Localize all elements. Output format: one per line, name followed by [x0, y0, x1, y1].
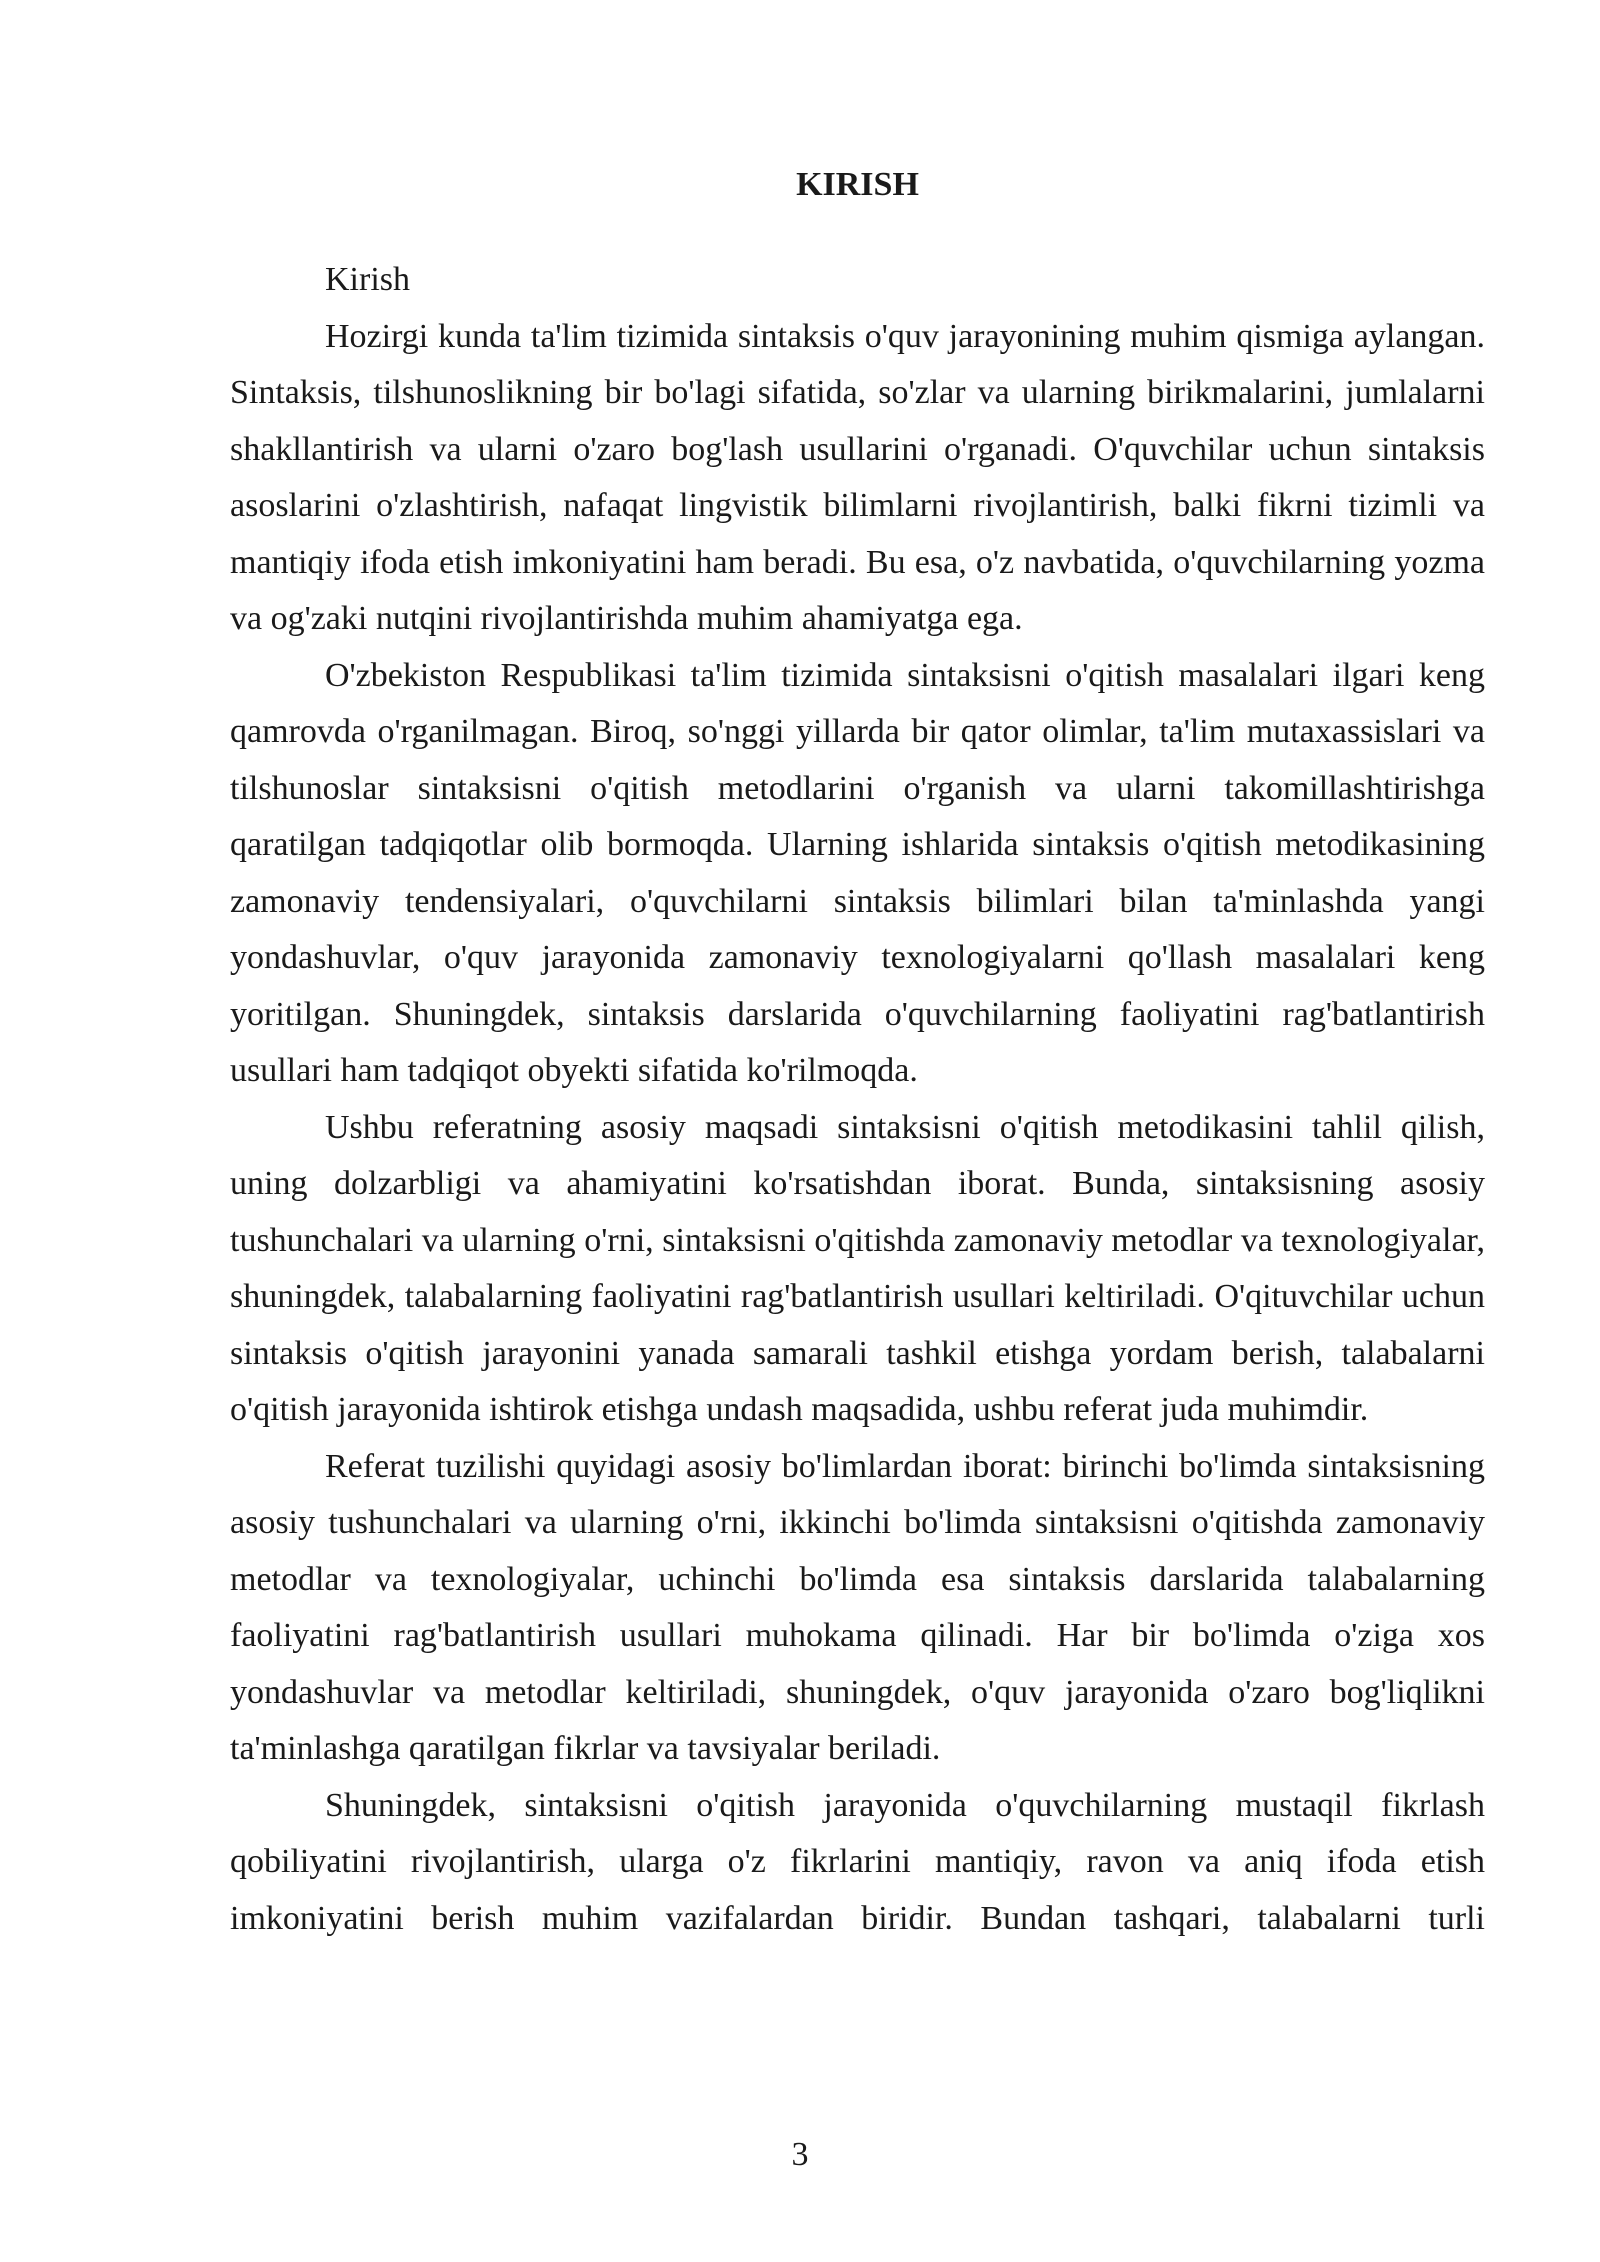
paragraph-4: Referat tuzilishi quyidagi asosiy bo'limlardan iborat: birinchi bo'limda sintaksisning asosiy tushunchalari va ularning o'rni, ikkinchi bo'limda sintaksisni o'qitishda zamonaviy metodlar va texnologiyalar, uchinchi bo'limda esa sintaksis darslarida talabalarning faoliyatini rag'batlantirish usullari muhokama qilinadi. Har bir bo'limda o'ziga xos yondashuvlar va metodlar keltiriladi, shuningdek, o'quv jarayonida o'zaro bog'liqlikni ta'minlashga qaratilgan fikrlar va tavsiyalar beriladi.: [230, 1447, 1485, 1767]
paragraph-1: Hozirgi kunda ta'lim tizimida sintaksis o'quv jarayonining muhim qismiga aylangan. Sintaksis, tilshunoslikning bir bo'lagi sifatida, so'zlar va ularning birikmalarini, jumlalarni shakllantirish va ularni o'zaro bog'lash usullarini o'rganadi. O'quvchilar uchun sintaksis asoslarini o'zlashtirish, nafaqat lingvistik bilimlarni rivojlantirish, balki fikrni tizimli va mantiqiy ifoda etish imkoniyatini ham beradi. Bu esa, o'z navbatida, o'quvchilarning yozma va og'zaki nutqini rivojlantirishda muhim ahamiyatga ega.: [230, 317, 1485, 637]
page-title: KIRISH: [796, 166, 919, 203]
paragraph-3: Ushbu referatning asosiy maqsadi sintaksisni o'qitish metodikasini tahlil qilish, uning dolzarbligi va ahamiyatini ko'rsatishdan iborat. Bunda, sintaksisning asosiy tushunchalari va ularning o'rni, sintaksisni o'qitishda zamonaviy metodlar va texnologiyalar, shuningdek, talabalarning faoliyatini rag'batlantirish usullari keltiriladi. O'qituvchilar uchun sintaksis o'qitish jarayonini yanada samarali tashkil etishga yordam berish, talabalarni o'qitish jarayonida ishtirok etishga undash maqsadida, ushbu referat juda muhimdir.: [230, 1108, 1485, 1428]
paragraph-5: Shuningdek, sintaksisni o'qitish jarayonida o'quvchilarning mustaqil fikrlash qobiliyatini rivojlantirish, ularga o'z fikrlarini mantiqiy, ravon va aniq ifoda etish imkoniyatini berish muhim vazifalardan biridir. Bundan tashqari, talabalarni turli: [230, 1786, 1485, 1937]
paragraph-2: O'zbekiston Respublikasi ta'lim tizimida sintaksisni o'qitish masalalari ilgari keng qamrovda o'rganilmagan. Biroq, so'nggi yillarda bir qator olimlar, ta'lim mutaxassislari va tilshunoslar sintaksisni o'qitish metodlarini o'rganish va ularni takomillashtirishga qaratilgan tadqiqotlar olib bormoqda. Ularning ishlarida sintaksis o'qitish metodikasining zamonaviy tendensiyalari, o'quvchilarni sintaksis bilimlari bilan ta'minlashda yangi yondashuvlar, o'quv jarayonida zamonaviy texnologiyalarni qo'llash masalalari keng yoritilgan. Shuningdek, sintaksis darslarida o'quvchilarning faoliyatini rag'batlantirish usullari ham tadqiqot obyekti sifatida ko'rilmoqda.: [230, 656, 1485, 1089]
page-number: 3: [791, 2136, 809, 2173]
paragraph-subtitle: Kirish: [325, 261, 410, 298]
document-body: [230, 252, 1485, 1947]
